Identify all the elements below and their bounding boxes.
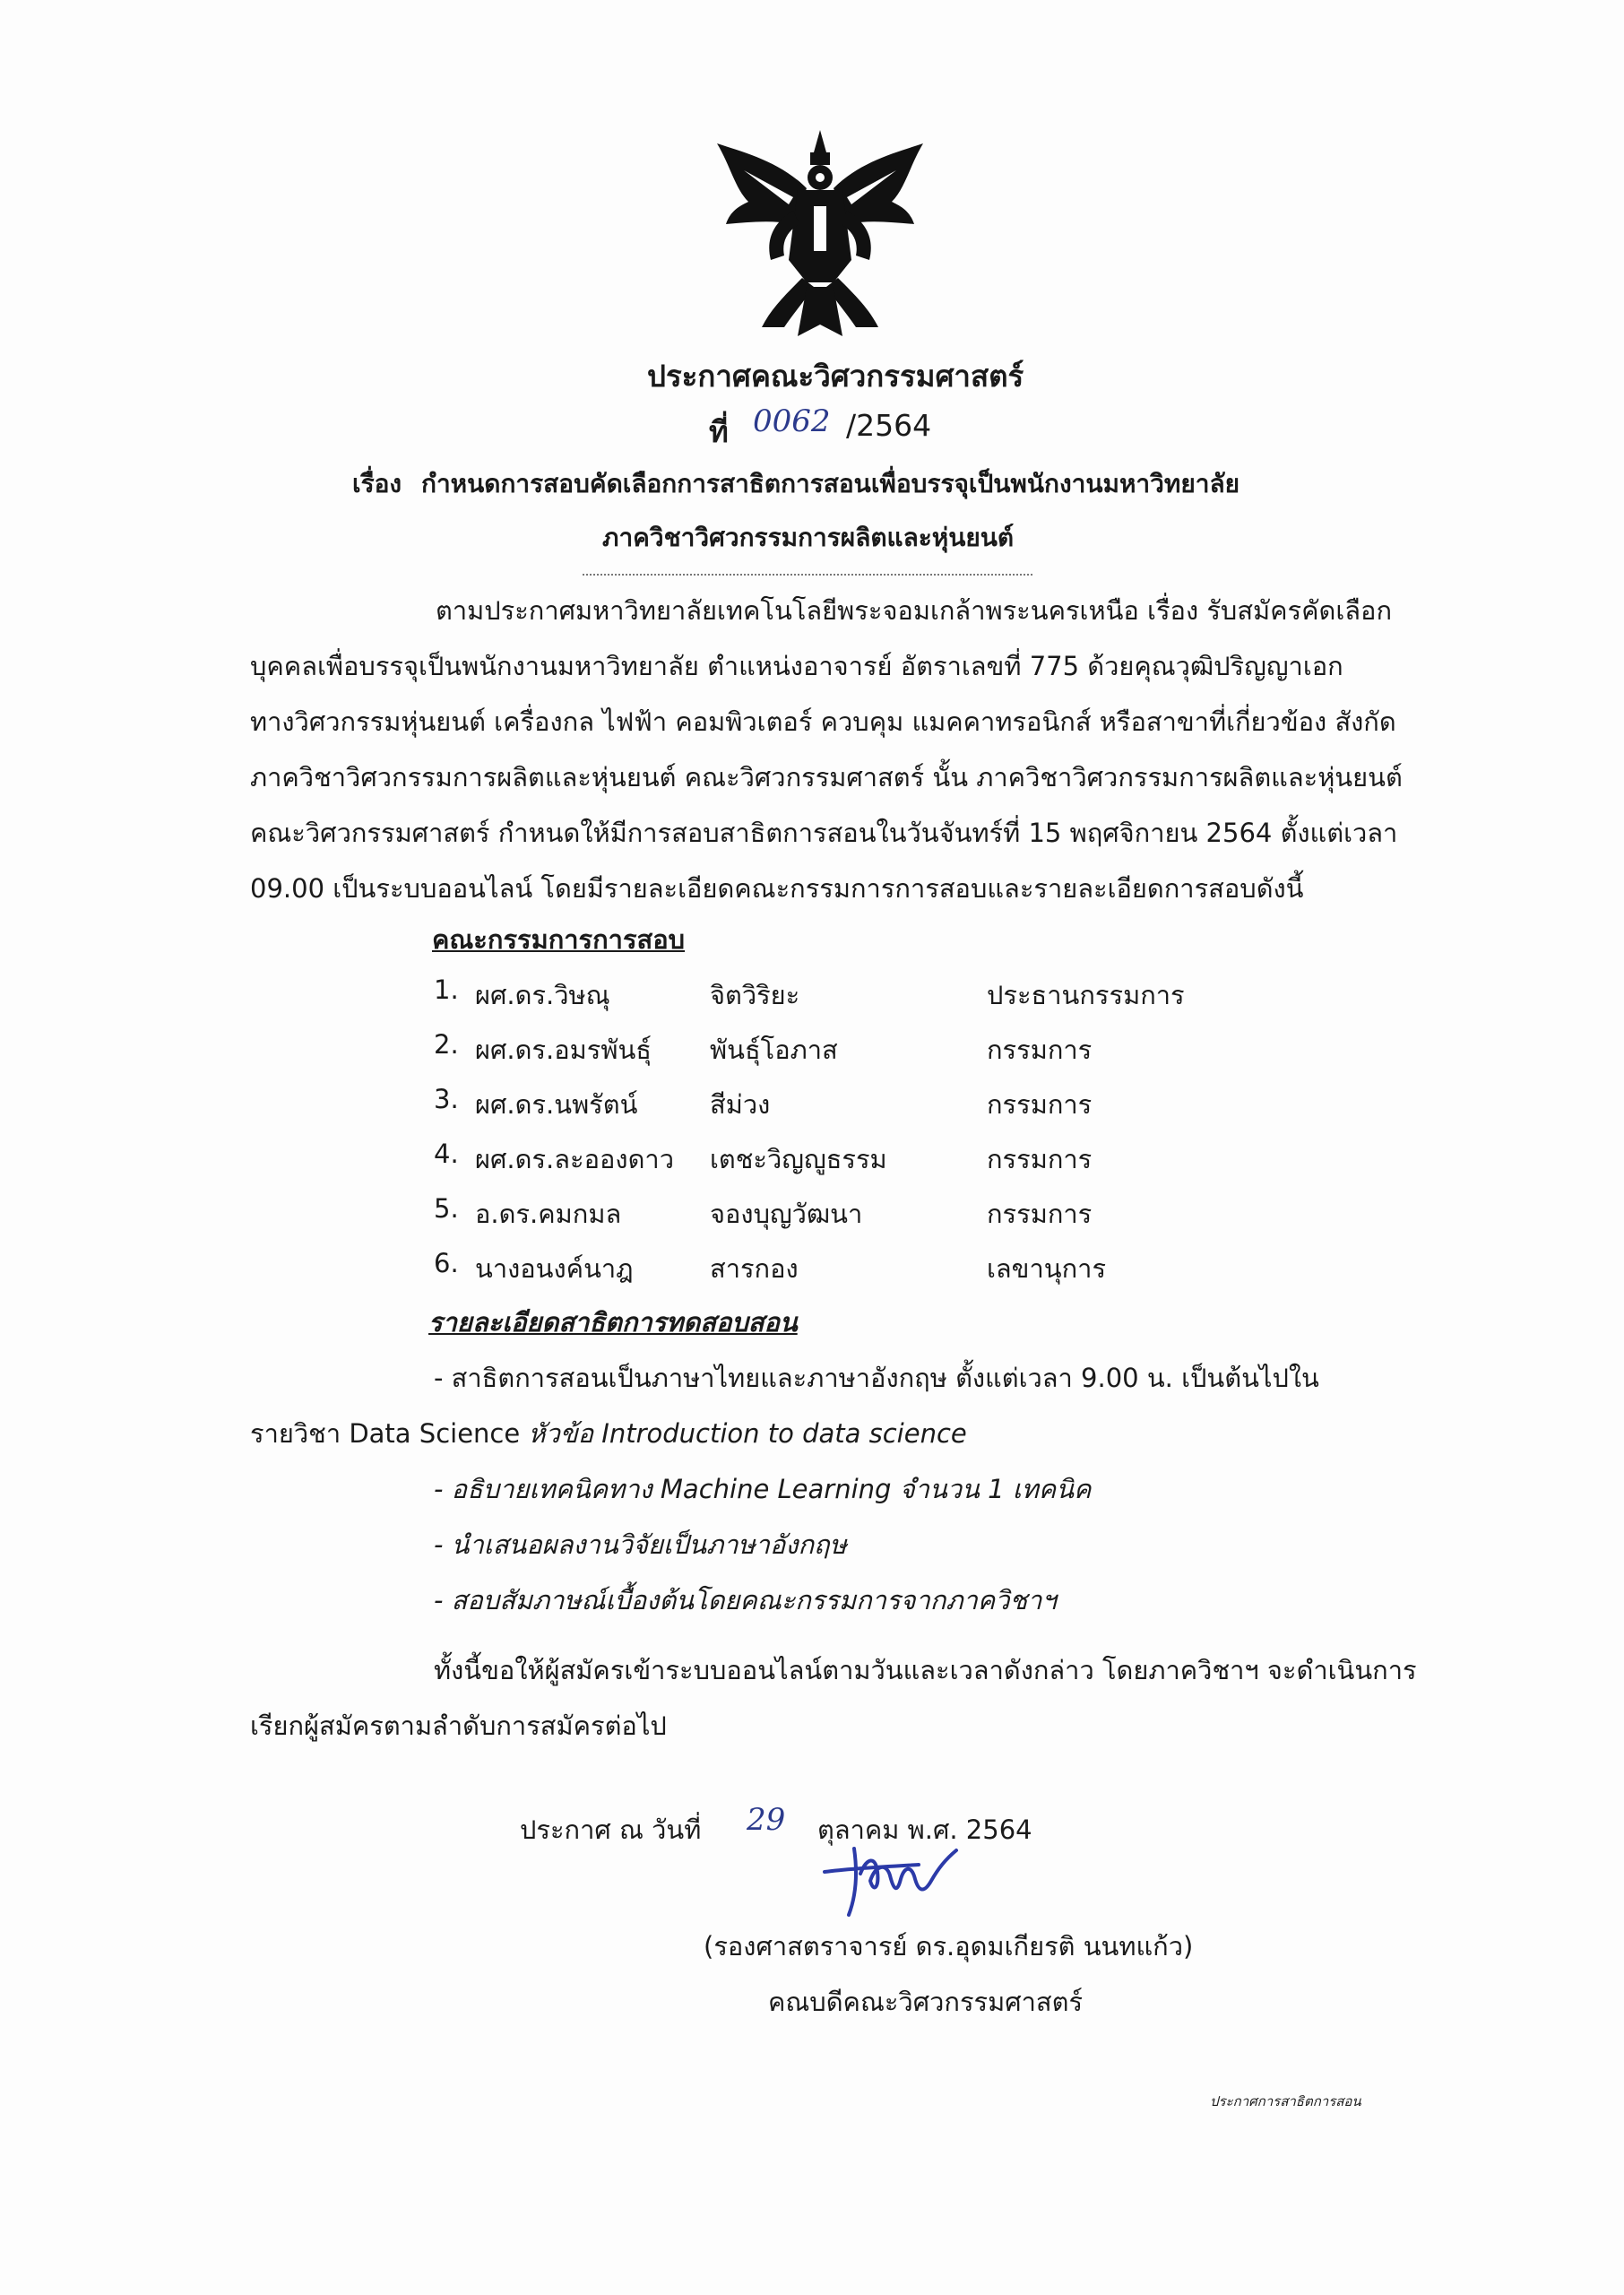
details-course: รายวิชา Data Science (250, 1418, 529, 1449)
signatory-position: คณบดีคณะวิศวกรรมศาสตร์ (768, 1987, 1084, 2017)
member-number: 3. (434, 1084, 459, 1114)
details-topic: หัวข้อ Introduction to data science (528, 1418, 967, 1449)
member-number: 2. (434, 1029, 459, 1060)
announcement-number-prefix: ที่ (709, 414, 729, 449)
member-role: กรรมการ (987, 1089, 1093, 1120)
member-number: 1. (434, 974, 459, 1005)
member-role: เลขานุการ (987, 1253, 1107, 1284)
page-title: ประกาศคณะวิศวกรรมศาสตร์ (647, 359, 1024, 394)
announcement-year: /2564 (846, 408, 932, 443)
subject-line-2: ภาควิชาวิศวกรรมการผลิตและหุ่นยนต์ (602, 523, 1015, 552)
details-bullet: - นำเสนอผลงานวิจัยเป็นภาษาอังกฤษ (434, 1529, 847, 1560)
closing-line-2: เรียกผู้สมัครตามลำดับการสมัครต่อไป (250, 1710, 667, 1741)
member-name: ผศ.ดร.อมรพันธุ์ (475, 1035, 652, 1065)
body-line-4: ภาควิชาวิศวกรรมการผลิตและหุ่นยนต์ คณะวิศวกรรมศาสตร์ นั้น ภาควิชาวิศวกรรมการผลิตและหุ่นยนต์ (250, 762, 1403, 792)
member-surname: เตชะวิญญูธรรม (710, 1144, 887, 1174)
member-surname: จิตวิริยะ (710, 980, 800, 1010)
details-bullet: - สอบสัมภาษณ์เบื้องต้นโดยคณะกรรมการจากภาควิชาฯ (434, 1585, 1057, 1615)
subject-line-1: กำหนดการสอบคัดเลือกการสาธิตการสอนเพื่อบรรจุเป็นพนักงานมหาวิทยาลัย (421, 469, 1240, 498)
member-name: ผศ.ดร.นพรัตน์ (475, 1089, 638, 1120)
signature-icon (811, 1838, 981, 1918)
details-heading: รายละเอียดสาธิตการทดสอบสอน (428, 1307, 798, 1338)
body-line-5: คณะวิศวกรรมศาสตร์ กำหนดให้มีการสอบสาธิตการสอนในวันจันทร์ที่ 15 พฤศจิกายน 2564 ตั้งแต่เวลา (250, 818, 1398, 848)
date-suffix: ตุลาคม พ.ศ. 2564 (817, 1814, 1032, 1845)
member-name: นางอนงค์นาฎ (475, 1253, 634, 1284)
member-role: ประธานกรรมการ (987, 980, 1185, 1010)
details-line-2 (250, 1413, 967, 1454)
member-name: ผศ.ดร.ละอองดาว (475, 1144, 674, 1174)
member-role: กรรมการ (987, 1035, 1093, 1065)
body-line-2: บุคคลเพื่อบรรจุเป็นพนักงานมหาวิทยาลัย ตำแหน่งอาจารย์ อัตราเลขที่ 775 ด้วยคุณวุฒิปริญญาเอก (250, 651, 1343, 681)
announcement-number: 0062 (753, 403, 831, 439)
committee-heading: คณะกรรมการการสอบ (432, 924, 686, 955)
footer-note: ประกาศการสาธิตการสอน (1210, 2093, 1361, 2109)
member-surname: สารกอง (710, 1253, 799, 1284)
member-name: อ.ดร.คมกมล (475, 1199, 622, 1229)
closing-line-1: ทั้งนี้ขอให้ผู้สมัครเข้าระบบออนไลน์ตามวันและเวลาดังกล่าว โดยภาควิชาฯ จะดำเนินการ (434, 1655, 1417, 1685)
garuda-emblem-icon (708, 126, 932, 345)
member-name: ผศ.ดร.วิษณุ (475, 980, 610, 1010)
member-surname: สีม่วง (710, 1089, 771, 1120)
date-prefix: ประกาศ ณ วันที่ (520, 1814, 702, 1845)
body-line-1: ตามประกาศมหาวิทยาลัยเทคโนโลยีพระจอมเกล้าพระนครเหนือ เรื่อง รับสมัครคัดเลือก (436, 595, 1392, 626)
details-line-1: - สาธิตการสอนเป็นภาษาไทยและภาษาอังกฤษ ตั้งแต่เวลา 9.00 น. เป็นต้นไปใน (434, 1363, 1319, 1393)
subject-label: เรื่อง (352, 469, 402, 498)
signatory-name: (รองศาสตราจารย์ ดร.อุดมเกียรติ นนทแก้ว) (704, 1931, 1194, 1962)
divider (583, 574, 1032, 576)
member-number: 6. (434, 1248, 459, 1278)
details-bullet: - อธิบายเทคนิคทาง Machine Learning จำนวน 1 เทคนิค (434, 1474, 1092, 1504)
body-line-6: 09.00 เป็นระบบออนไลน์ โดยมีรายละเอียดคณะกรรมการการสอบและรายละเอียดการสอบดังนี้ (250, 873, 1304, 904)
member-surname: จองบุญวัฒนา (710, 1199, 863, 1229)
body-line-3: ทางวิศวกรรมหุ่นยนต์ เครื่องกล ไฟฟ้า คอมพิวเตอร์ ควบคุม แมคคาทรอนิกส์ หรือสาขาที่เกี่ยวข้อง สังกัด (250, 706, 1396, 737)
member-number: 5. (434, 1193, 459, 1224)
date-day: 29 (747, 1802, 786, 1838)
member-role: กรรมการ (987, 1144, 1093, 1174)
member-role: กรรมการ (987, 1199, 1093, 1229)
member-surname: พันธุ์โอภาส (710, 1035, 838, 1065)
member-number: 4. (434, 1139, 459, 1169)
